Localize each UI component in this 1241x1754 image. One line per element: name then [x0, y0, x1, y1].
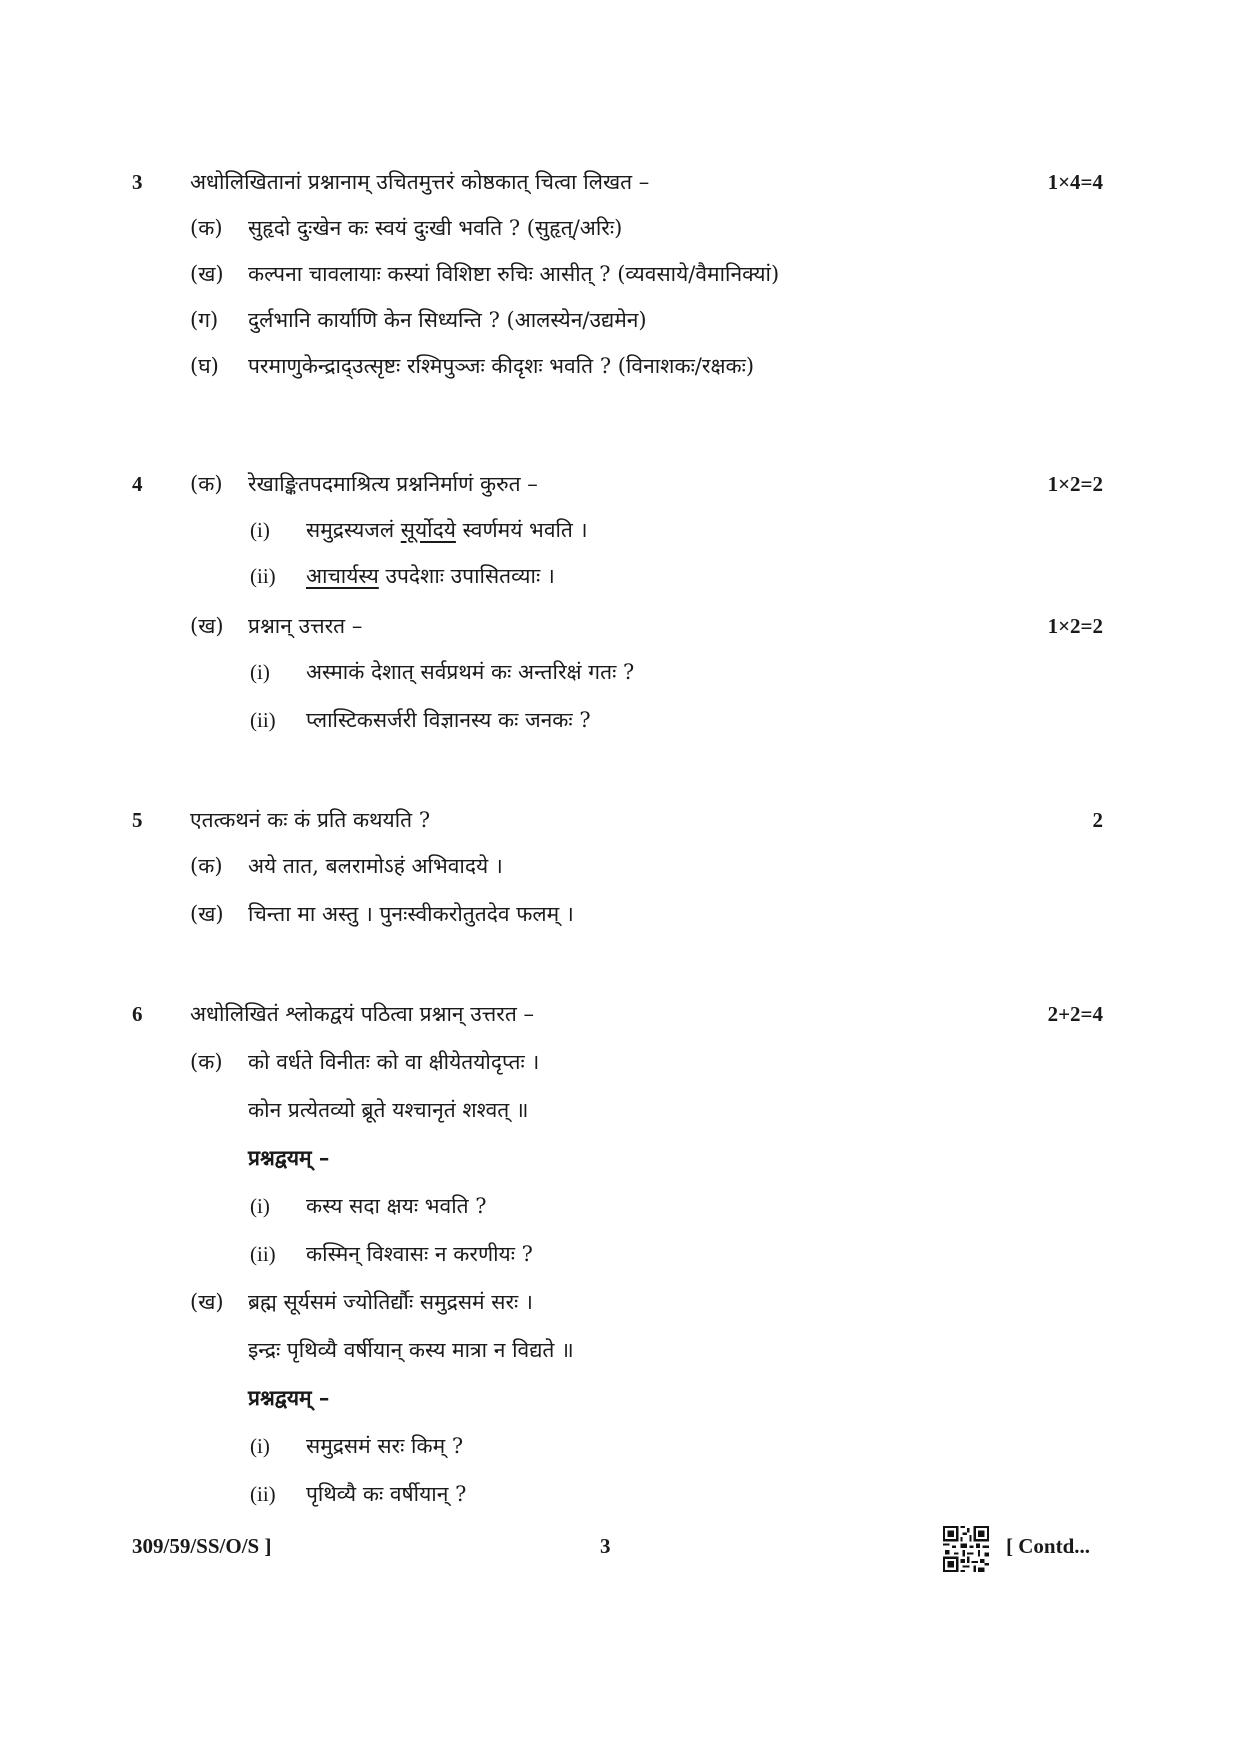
question-text: रेखाङ्कितपदमाश्रित्य प्रश्ननिर्माणं कुरुत – [248, 472, 538, 496]
item-text: अस्माकं देशात् सर्वप्रथमं कः अन्तरिक्षं गतः ? [306, 660, 635, 684]
paper-code: 309/59/SS/O/S ] [132, 1534, 272, 1558]
q6a-item-i [0, 1186, 1241, 1226]
item-label: (ii) [250, 1482, 276, 1506]
marks: 2 [1092, 808, 1103, 832]
sub-heading: प्रश्नद्वयम् – [248, 1385, 330, 1410]
item-label: (ग) [190, 308, 219, 332]
q4a-item-ii [0, 556, 1241, 596]
q5-heading-row [0, 800, 1241, 840]
q6a-verse-line1 [0, 1042, 1241, 1082]
item-label: (ii) [250, 708, 276, 732]
underlined-word: सूर्योदये [400, 518, 456, 542]
marks: 1×4=4 [1047, 170, 1103, 194]
item-text: अये तात, बलरामोऽहं अभिवादये । [248, 854, 503, 878]
q5-item-ka [0, 846, 1241, 886]
question-text: एतत्कथनं कः कं प्रति कथयति ? [190, 808, 431, 832]
item-label: (क) [190, 854, 223, 878]
verse-line: ब्रह्म सूर्यसमं ज्योतिर्द्यौः समुद्रसमं सरः । [248, 1290, 533, 1314]
q6a-verse-line2 [0, 1090, 1241, 1130]
item-text: कस्य सदा क्षयः भवति ? [306, 1194, 487, 1218]
question-number: 3 [132, 170, 143, 194]
page-footer [0, 1526, 1241, 1566]
marks: 1×2=2 [1047, 614, 1103, 638]
q4b-item-ii [0, 700, 1241, 740]
page-number: 3 [600, 1534, 611, 1558]
marks: 2+2=4 [1047, 1002, 1103, 1026]
verse-line: कोन प्रत्येतव्यो ब्रूते यश्चानृतं शश्वत् ॥ [248, 1098, 529, 1122]
item-text: समुद्रसमं सरः किम् ? [306, 1434, 464, 1458]
verse-line: इन्द्रः पृथिव्यै वर्षीयान् कस्य मात्रा न विद्यते ॥ [248, 1338, 574, 1362]
q6b-verse-line1 [0, 1282, 1241, 1322]
item-text: परमाणुकेन्द्राद्उत्सृष्टः रश्मिपुञ्जः कीदृशः भवति ? (विनाशकः/रक्षकः) [248, 354, 755, 378]
item-label: (ii) [250, 1242, 276, 1266]
q6b-item-ii [0, 1474, 1241, 1514]
q3-item-kha [0, 254, 1241, 294]
item-label: (घ) [190, 354, 219, 378]
q6-heading-row [0, 994, 1241, 1034]
q6a-question-heading [0, 1138, 1241, 1178]
q3-heading-row [0, 162, 1241, 202]
q6b-question-heading [0, 1378, 1241, 1418]
q3-item-ga [0, 300, 1241, 340]
item-label: (क) [190, 472, 223, 496]
marks: 1×2=2 [1047, 472, 1103, 496]
item-label: (i) [250, 1434, 270, 1458]
item-label: (ख) [190, 1290, 224, 1314]
qr-code-icon [943, 1526, 989, 1572]
q4a-item-i [0, 510, 1241, 550]
item-label: (ख) [190, 614, 224, 638]
question-text: अधोलिखितं श्लोकद्वयं पठित्वा प्रश्नान् उत्तरत – [190, 1002, 534, 1026]
question-text: प्रश्नान् उत्तरत – [248, 614, 363, 638]
question-number: 4 [132, 472, 143, 496]
question-number: 6 [132, 1002, 143, 1026]
item-text-post: उपदेशाः उपासितव्याः । [385, 564, 555, 588]
q6b-verse-line2 [0, 1330, 1241, 1370]
item-text [306, 556, 555, 596]
item-text-post: स्वर्णमयं भवति । [462, 518, 588, 542]
underlined-word: आचार्यस्य [306, 564, 379, 588]
verse-line: को वर्धते विनीतः को वा क्षीयेतयोदृप्तः । [248, 1050, 540, 1074]
item-text: चिन्ता मा अस्तु । पुनःस्वीकरोतुतदेव फलम् । [248, 902, 574, 926]
q3-item-ka [0, 208, 1241, 248]
item-text [306, 510, 588, 550]
item-label: (i) [250, 660, 270, 684]
item-label: (ख) [190, 262, 224, 286]
q4b-heading-row [0, 606, 1241, 646]
q4b-item-i [0, 652, 1241, 692]
q6a-item-ii [0, 1234, 1241, 1274]
item-text: सुहृदो दुःखेन कः स्वयं दुःखी भवति ? (सुहृत्/अरिः) [248, 216, 623, 240]
q6b-item-i [0, 1426, 1241, 1466]
q3-item-gha [0, 346, 1241, 386]
question-number: 5 [132, 808, 143, 832]
item-text: दुर्लभानि कार्याणि केन सिध्यन्ति ? (आलस्येन/उद्यमेन) [248, 308, 647, 332]
item-text-pre: समुद्रस्यजलं [306, 518, 395, 542]
item-label: (क) [190, 216, 223, 240]
sub-heading: प्रश्नद्वयम् – [248, 1145, 330, 1170]
question-text: अधोलिखितानां प्रश्नानाम् उचितमुत्तरं कोष्ठकात् चित्वा लिखत – [190, 170, 650, 194]
item-label: (ii) [250, 564, 276, 588]
item-label: (i) [250, 1194, 270, 1218]
item-label: (i) [250, 518, 270, 542]
item-label: (ख) [190, 902, 224, 926]
continued-label: [ Contd... [1006, 1534, 1091, 1558]
item-label: (क) [190, 1050, 223, 1074]
q5-item-kha [0, 894, 1241, 934]
item-text: कस्मिन् विश्वासः न करणीयः ? [306, 1242, 533, 1266]
item-text: पृथिव्यै कः वर्षीयान् ? [306, 1482, 467, 1506]
q4a-heading-row [0, 464, 1241, 504]
item-text: प्लास्टिकसर्जरी विज्ञानस्य कः जनकः ? [306, 708, 591, 732]
item-text: कल्पना चावलायाः कस्यां विशिष्टा रुचिः आसीत् ? (व्यवसाये/वैमानिक्यां) [248, 262, 780, 286]
